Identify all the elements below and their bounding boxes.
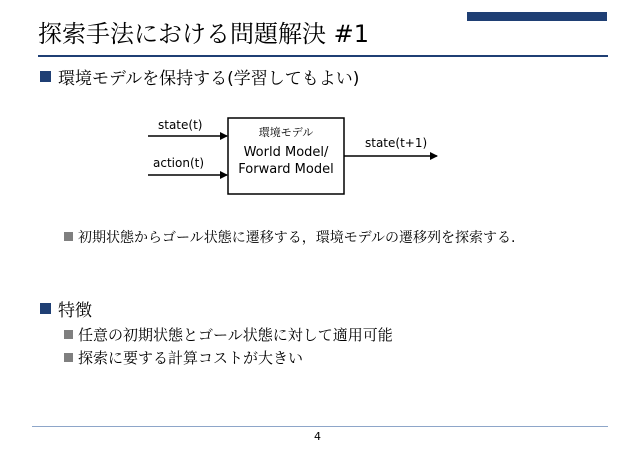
box-label-line2: Forward Model <box>238 162 334 177</box>
bullet-text-model: 環境モデルを保持する(学習してもよい) <box>58 69 360 89</box>
page-number: 4 <box>314 430 321 443</box>
bullet-square-icon <box>40 303 51 314</box>
box-label-line1: World Model/ <box>243 145 329 160</box>
input-state-label: state(t) <box>158 118 203 132</box>
bullet-text-features: 特徴 <box>58 301 92 321</box>
slide-title: 探索手法における問題解決 #1 <box>38 20 370 48</box>
sub-bullet-square-icon <box>64 232 73 241</box>
sub-bullet-square-icon <box>64 330 73 339</box>
box-label-jp: 環境モデル <box>258 126 314 139</box>
sub-bullet-text-search: 初期状態からゴール状態に遷移する，環境モデルの遷移列を探索する. <box>78 230 516 246</box>
sub-bullet-text-cost: 探索に要する計算コストが大きい <box>78 349 304 367</box>
input-action-label: action(t) <box>153 156 205 170</box>
output-state-label: state(t+1) <box>365 136 428 150</box>
sub-bullet-square-icon <box>64 353 73 362</box>
footer-rule <box>32 426 608 427</box>
sub-bullet-text-applicable: 任意の初期状態とゴール状態に対して適用可能 <box>78 326 393 344</box>
